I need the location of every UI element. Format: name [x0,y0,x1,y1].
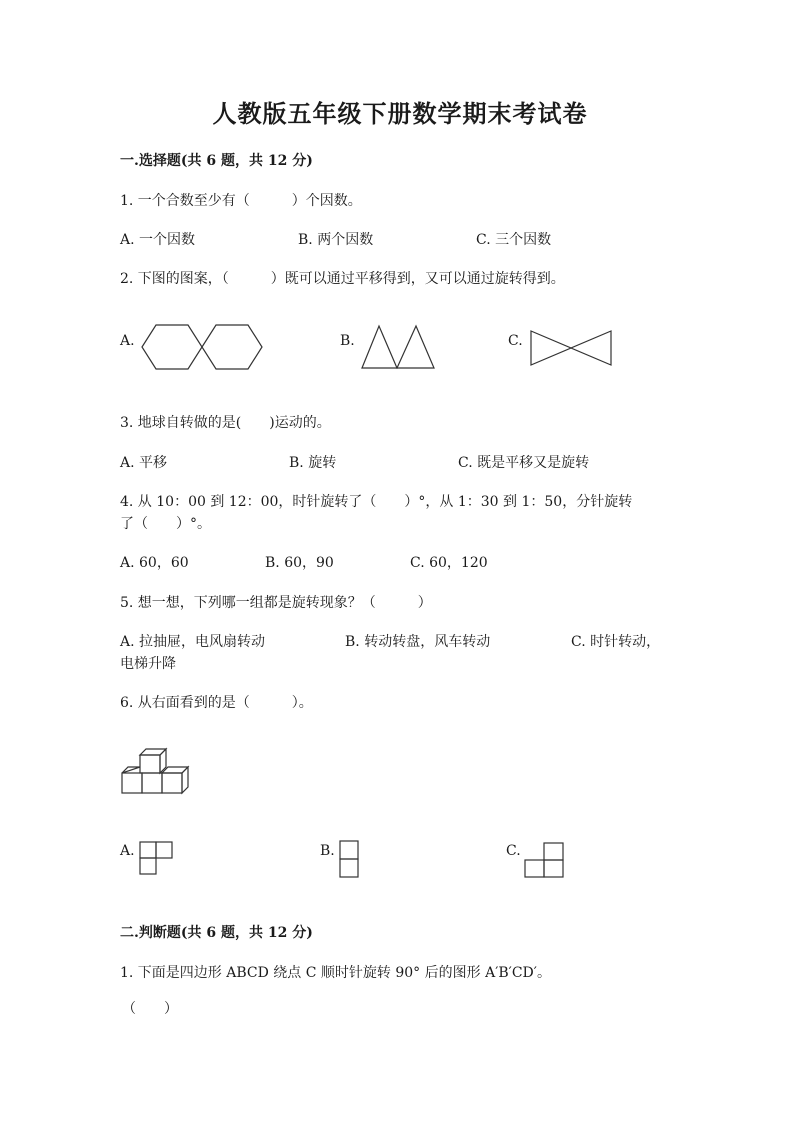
q3-option-a[interactable]: A. 平移 [120,455,168,471]
square [340,859,358,877]
judgement-1: 1. 下面是四边形 ABCD 绕点 C 顺时针旋转 90° 后的图形 A′B′CD′。 [120,965,551,981]
q3-option-c[interactable]: C. 既是平移又是旋转 [458,455,590,471]
triangle-left [531,331,571,365]
question-4-line-1: 4. 从 10：00 到 12：00，时针旋转了（ ）°，从 1：30 到 1：50，分针旋转 [120,494,633,510]
q2-option-c[interactable]: C. [508,333,523,349]
view-b-figure [339,840,361,878]
question-1: 1. 一个合数至少有（ ）个因数。 [120,193,362,209]
hexagon-right [202,325,262,369]
judgement-1-answer-blank[interactable]: （ ） [122,1001,178,1017]
two-hexagons-figure [140,322,268,372]
q1-option-b[interactable]: B. 两个因数 [298,232,374,248]
bowtie-figure [528,328,614,368]
question-4-line-2: 了（ ）°。 [120,516,211,532]
square [525,860,544,877]
q3-option-b[interactable]: B. 旋转 [289,455,337,471]
cube-top-lid [140,749,166,755]
q4-option-b[interactable]: B. 60，90 [265,555,334,571]
q5-option-c[interactable]: C. 时针转动， [571,634,661,650]
triangle-right [571,331,611,365]
question-5: 5. 想一想，下列哪一组都是旋转现象？（ ） [120,595,432,611]
q6-option-a[interactable]: A. [120,843,135,859]
cube-bottom-1 [122,773,142,793]
q1-option-c[interactable]: C. 三个因数 [476,232,552,248]
square [544,843,563,860]
view-c-figure [524,842,566,878]
page-title: 人教版五年级下册数学期末考试卷 [212,99,588,128]
square [140,858,156,874]
cube-bottom-lid-left [122,767,140,773]
cube-bottom-side [182,767,188,793]
question-3: 3. 地球自转做的是( )运动的。 [120,415,331,431]
question-6: 6. 从右面看到的是（ ）。 [120,695,313,711]
cube-bottom-2 [142,773,162,793]
q2-option-b[interactable]: B. [340,333,355,349]
square [340,841,358,859]
cube-bottom-3 [162,773,182,793]
q5-option-a[interactable]: A. 拉抽屉，电风扇转动 [120,634,266,650]
section-2-heading: 二.判断题(共 6 题，共 12 分) [120,925,313,941]
triangle-right [397,326,434,368]
square [544,860,563,877]
two-triangles-figure [360,322,438,370]
q4-option-c[interactable]: C. 60，120 [410,555,488,571]
triangle-left [362,326,397,368]
cube-top-front [140,755,160,773]
q4-option-a[interactable]: A. 60，60 [120,555,189,571]
q5-option-c-continued: 电梯升降 [120,656,176,672]
square [156,842,172,858]
question-2: 2. 下图的图案，（ ）既可以通过平移得到，又可以通过旋转得到。 [120,271,565,287]
section-1-heading: 一.选择题(共 6 题，共 12 分) [120,153,313,169]
view-a-figure [139,841,175,877]
hexagon-left [142,325,202,369]
q6-option-c[interactable]: C. [506,843,521,859]
q1-option-a[interactable]: A. 一个因数 [120,232,196,248]
square [140,842,156,858]
q2-option-a[interactable]: A. [120,333,135,349]
q5-option-b[interactable]: B. 转动转盘，风车转动 [345,634,491,650]
cube-stack-figure [120,745,190,797]
q6-option-b[interactable]: B. [320,843,335,859]
